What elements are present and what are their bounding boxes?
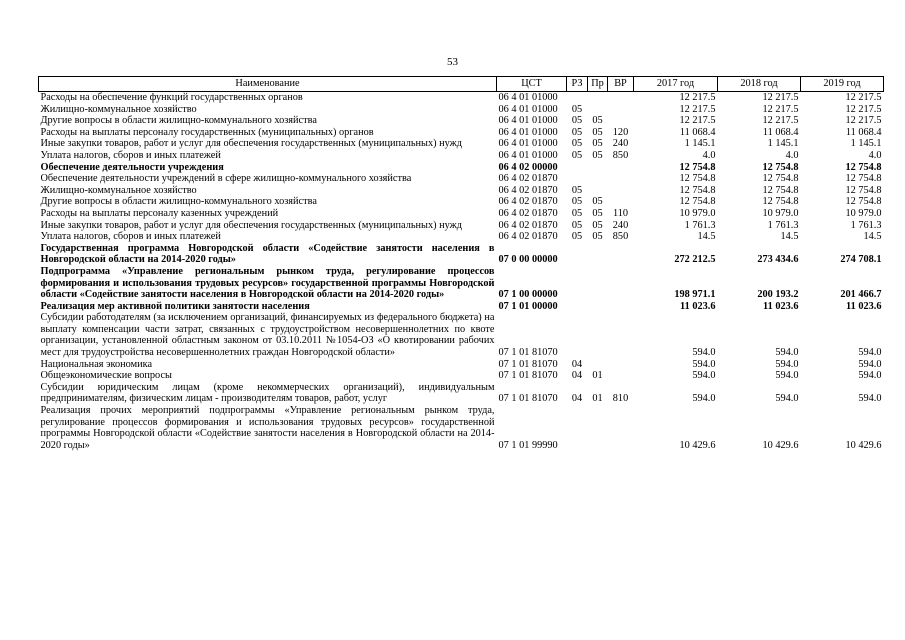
cell-y2017: 594.0: [692, 393, 716, 405]
cell-rz: 05: [571, 149, 583, 161]
cell-pr: [588, 162, 608, 174]
cell-y2018: 200 193.2: [757, 289, 799, 301]
header-rz: РЗ: [567, 77, 588, 92]
cell-y2019: 12 754.8: [845, 161, 882, 173]
cell-y2017: 12 754.8: [679, 196, 716, 208]
cell-pr: 05: [592, 219, 603, 231]
cell-name: Иные закупки товаров, работ и услуг для обеспечения государственных (муниципальных) нужд: [40, 219, 463, 231]
cell-y2019: 11 023.6: [846, 300, 882, 312]
table-row: [39, 370, 884, 382]
cell-y2017: 1 145.1: [684, 138, 716, 150]
cell-pr: 05: [592, 126, 603, 138]
cell-rz: [567, 301, 588, 313]
header-pr: Пр: [588, 77, 608, 92]
cell-vr: 850: [612, 149, 629, 161]
cell-y2017: 1 761.3: [684, 219, 716, 231]
table-header-row: [39, 77, 884, 92]
cell-y2019: 274 708.1: [840, 254, 882, 266]
cell-y2019: 1 145.1: [850, 138, 882, 150]
cell-y2017: 10 429.6: [679, 439, 716, 451]
cell-y2018: 273 434.6: [757, 254, 799, 266]
cell-rz: [567, 243, 588, 266]
cell-y2019: 10 979.0: [845, 207, 882, 219]
cell-vr: 110: [612, 207, 629, 219]
cell-name: Расходы на обеспечение функций государственных органов: [40, 92, 303, 103]
table-row: [39, 92, 884, 104]
cell-rz: 04: [571, 370, 583, 382]
cell-cst: 06 4 02 01870: [498, 231, 558, 243]
cell-rz: 05: [571, 126, 583, 138]
cell-y2017: 198 971.1: [674, 289, 716, 301]
cell-name: Жилищно-коммунальное хозяйство: [40, 103, 197, 115]
cell-y2019: 12 754.8: [845, 184, 882, 196]
table-row: [39, 173, 884, 185]
cell-pr: [588, 173, 608, 185]
cell-name: Иные закупки товаров, работ и услуг для обеспечения государственных (муниципальных) нужд: [40, 138, 463, 150]
cell-pr: [588, 359, 608, 371]
cell-y2018: 12 754.8: [762, 161, 799, 173]
header-2019: 2019 год: [801, 77, 884, 92]
table-row: [39, 243, 884, 266]
cell-y2018: 4.0: [785, 149, 799, 161]
cell-vr: 240: [612, 138, 629, 150]
header-vr: ВР: [608, 77, 634, 92]
cell-name: Другие вопросы в области жилищно-коммунального хозяйства: [40, 196, 317, 208]
table-row: [39, 208, 884, 220]
cell-y2017: 12 754.8: [679, 184, 716, 196]
cell-cst: 06 4 01 01000: [498, 103, 558, 115]
cell-y2017: 11 068.4: [679, 126, 716, 138]
cell-rz: [567, 266, 588, 301]
header-name: Наименование: [39, 77, 497, 92]
cell-y2018: 12 217.5: [762, 115, 799, 127]
cell-y2017: 10 979.0: [679, 207, 716, 219]
cell-y2018: 11 068.4: [762, 126, 799, 138]
cell-cst: 06 4 01 01000: [498, 115, 558, 127]
cell-y2017: 594.0: [692, 358, 716, 370]
cell-y2017: 272 212.5: [674, 254, 716, 266]
cell-name: Уплата налогов, сборов и иных платежей: [40, 231, 221, 243]
cell-pr: [588, 185, 608, 197]
cell-rz: 05: [571, 103, 583, 115]
cell-y2019: 12 754.8: [845, 173, 882, 185]
cell-pr: [588, 104, 608, 116]
cell-pr: [588, 266, 608, 301]
cell-cst: 06 4 02 00000: [498, 161, 558, 173]
cell-vr: [608, 92, 634, 104]
cell-name: Субсидии юридическим лицам (кроме некоммерческих организаций), индивидуальным предпринимателям, физическим лицам - производителям товаров, работ, услуг: [40, 381, 495, 405]
cell-y2018: 12 754.8: [762, 184, 799, 196]
cell-y2017: 594.0: [692, 370, 716, 382]
cell-y2017: 12 217.5: [679, 92, 716, 103]
cell-y2019: 10 429.6: [845, 439, 882, 451]
cell-pr: 05: [592, 231, 603, 243]
cell-vr: [608, 185, 634, 197]
cell-y2018: 594.0: [775, 370, 799, 382]
cell-cst: 07 1 01 81070: [498, 393, 558, 405]
cell-vr: [608, 312, 634, 358]
cell-y2017: 4.0: [702, 149, 716, 161]
cell-pr: [588, 405, 608, 451]
table-row: [39, 220, 884, 232]
table-row: [39, 312, 884, 358]
cell-y2019: 12 754.8: [845, 196, 882, 208]
cell-pr: 05: [592, 138, 603, 150]
cell-name: Обеспечение деятельности учреждений в сфере жилищно-коммунального хозяйства: [40, 173, 412, 185]
cell-y2019: 11 068.4: [845, 126, 882, 138]
cell-rz: 04: [571, 358, 583, 370]
cell-name: Субсидии работодателям (за исключением организаций, финансируемых из федерального бюджета) на выплату компенсации части затрат, связанных с трудоустройством несовершеннолетних по квоте организации, установленной областным законом от 03.10.2011 №1054-ОЗ «О квотировании рабочих мест для трудоустройства несовершеннолетних граждан Новгородской области»: [40, 312, 495, 359]
cell-vr: [608, 370, 634, 382]
cell-name: Общеэкономические вопросы: [40, 370, 172, 382]
header-cst: ЦСТ: [497, 77, 567, 92]
table-row: [39, 231, 884, 243]
cell-y2018: 594.0: [775, 347, 799, 359]
table-row: [39, 162, 884, 174]
cell-pr: [588, 243, 608, 266]
cell-vr: [608, 405, 634, 451]
cell-pr: [588, 301, 608, 313]
cell-pr: 05: [592, 207, 603, 219]
cell-y2019: 594.0: [858, 358, 882, 370]
cell-pr: 05: [592, 149, 603, 161]
cell-name: Национальная экономика: [40, 358, 153, 370]
cell-cst: 06 4 02 01870: [498, 173, 558, 185]
cell-cst: 06 4 02 01870: [498, 207, 558, 219]
cell-cst: 07 1 01 81070: [498, 370, 558, 382]
cell-cst: 07 1 01 81070: [498, 358, 558, 370]
cell-cst: 07 1 00 00000: [498, 289, 558, 301]
cell-cst: 07 1 01 81070: [498, 347, 558, 359]
cell-rz: [567, 162, 588, 174]
cell-y2018: 10 429.6: [762, 439, 799, 451]
cell-y2019: 12 217.5: [845, 115, 882, 127]
cell-vr: [608, 173, 634, 185]
table-row: [39, 127, 884, 139]
header-2018: 2018 год: [718, 77, 801, 92]
cell-cst: 06 4 02 01870: [498, 219, 558, 231]
cell-cst: 07 0 00 00000: [498, 254, 558, 266]
cell-y2018: 1 145.1: [767, 138, 799, 150]
cell-y2018: 11 023.6: [763, 300, 799, 312]
table-row: [39, 405, 884, 451]
cell-vr: [608, 359, 634, 371]
cell-y2018: 14.5: [780, 231, 799, 243]
table-row: [39, 196, 884, 208]
table-row: [39, 104, 884, 116]
cell-name: Расходы на выплаты персоналу казенных учреждений: [40, 207, 279, 219]
page-number: 53: [447, 56, 458, 68]
table-row: [39, 382, 884, 405]
table-row: [39, 115, 884, 127]
cell-vr: [608, 301, 634, 313]
cell-y2017: 12 217.5: [679, 115, 716, 127]
cell-y2019: 201 466.7: [840, 289, 882, 301]
cell-rz: 05: [571, 231, 583, 243]
cell-y2018: 12 754.8: [762, 196, 799, 208]
cell-vr: 240: [612, 219, 629, 231]
cell-y2019: 594.0: [858, 370, 882, 382]
cell-y2019: 14.5: [863, 231, 882, 243]
cell-vr: 850: [612, 231, 629, 243]
cell-rz: 04: [571, 393, 583, 405]
cell-pr: [588, 312, 608, 358]
cell-pr: [588, 92, 608, 104]
cell-cst: 06 4 02 01870: [498, 184, 558, 196]
cell-y2018: 12 754.8: [762, 173, 799, 185]
cell-vr: [608, 243, 634, 266]
cell-y2018: 12 217.5: [762, 103, 799, 115]
table-row: [39, 138, 884, 150]
cell-name: Другие вопросы в области жилищно-коммунального хозяйства: [40, 115, 317, 127]
cell-pr: 05: [592, 196, 603, 208]
cell-cst: 06 4 01 01000: [498, 149, 558, 161]
cell-y2017: 14.5: [697, 231, 716, 243]
cell-y2019: 594.0: [858, 347, 882, 359]
cell-name: Обеспечение деятельности учреждения: [40, 161, 224, 173]
cell-rz: 05: [571, 115, 583, 127]
cell-vr: [608, 162, 634, 174]
cell-cst: 06 4 01 01000: [498, 138, 558, 150]
cell-rz: [567, 173, 588, 185]
cell-vr: 810: [612, 393, 629, 405]
cell-cst: 07 1 01 00000: [498, 300, 558, 312]
header-2017: 2017 год: [634, 77, 718, 92]
cell-name: Государственная программа Новгородской области «Содействие занятости населения в Новгородской области на 2014-2020 годы»: [40, 242, 495, 266]
cell-cst: 06 4 01 01000: [498, 126, 558, 138]
cell-name: Подпрограмма «Управление региональным рынком труда, регулирование процессов формирования и использования трудовых ресурсов» государственной программы Новгородской области «Содействие занятости населения в Новгородской области на 2014-2020 годы»: [40, 265, 495, 301]
cell-name: Реализация прочих мероприятий подпрограммы «Управление региональным рынком труда, регулирование процессов формирования и использования трудовых ресурсов» государственной программы Новгородской области «Содействие занятости населения в Новгородской области на 2014-2020 годы»: [40, 405, 495, 451]
budget-table: [38, 76, 884, 451]
table-body: [39, 92, 884, 452]
cell-y2018: 1 761.3: [767, 219, 799, 231]
cell-rz: 05: [571, 138, 583, 150]
cell-vr: [608, 104, 634, 116]
cell-y2018: 10 979.0: [762, 207, 799, 219]
cell-name: Уплата налогов, сборов и иных платежей: [40, 149, 221, 161]
cell-pr: 05: [592, 115, 603, 127]
table-row: [39, 150, 884, 162]
cell-y2019: 12 217.5: [845, 92, 882, 103]
cell-y2017: 594.0: [692, 347, 716, 359]
cell-y2017: 12 754.8: [679, 173, 716, 185]
cell-y2019: 594.0: [858, 393, 882, 405]
cell-y2018: 594.0: [775, 393, 799, 405]
cell-rz: [567, 405, 588, 451]
cell-name: Расходы на выплаты персоналу государственных (муниципальных) органов: [40, 126, 374, 138]
cell-name: Жилищно-коммунальное хозяйство: [40, 184, 197, 196]
cell-y2018: 594.0: [775, 358, 799, 370]
cell-vr: 120: [612, 126, 629, 138]
cell-cst: 06 4 02 01870: [498, 196, 558, 208]
table-row: [39, 301, 884, 313]
cell-y2017: 11 023.6: [680, 300, 716, 312]
cell-vr: [608, 115, 634, 127]
cell-rz: 05: [571, 219, 583, 231]
cell-pr: 01: [592, 370, 603, 382]
cell-rz: 05: [571, 196, 583, 208]
cell-pr: 01: [592, 393, 603, 405]
cell-y2017: 12 217.5: [679, 103, 716, 115]
cell-name: Реализация мер активной политики занятости населения: [40, 300, 310, 312]
cell-y2017: 12 754.8: [679, 161, 716, 173]
table-row: [39, 185, 884, 197]
cell-y2019: 12 217.5: [845, 103, 882, 115]
cell-cst: 07 1 01 99990: [498, 439, 558, 451]
cell-rz: [567, 312, 588, 358]
cell-vr: [608, 266, 634, 301]
cell-vr: [608, 196, 634, 208]
table-row: [39, 359, 884, 371]
cell-y2019: 1 761.3: [850, 219, 882, 231]
cell-rz: 05: [571, 184, 583, 196]
cell-y2018: 12 217.5: [762, 92, 799, 103]
cell-rz: [567, 92, 588, 104]
cell-cst: 06 4 01 01000: [498, 92, 558, 103]
table-row: [39, 266, 884, 301]
cell-rz: 05: [571, 207, 583, 219]
cell-y2019: 4.0: [868, 149, 882, 161]
